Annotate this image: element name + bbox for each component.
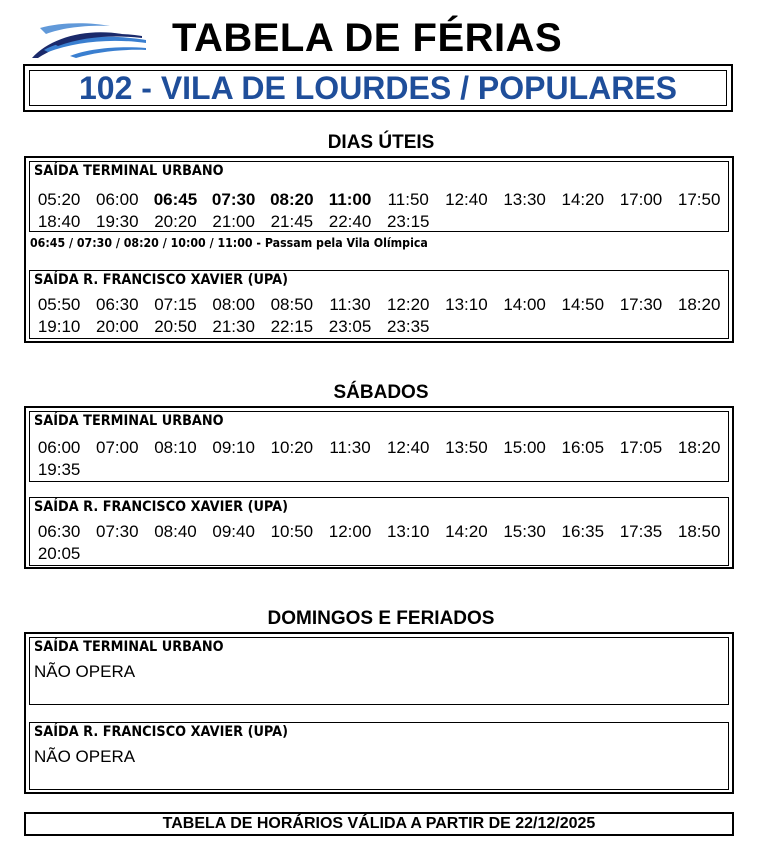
time-cell: 08:40 (154, 522, 197, 541)
validity-footer: TABELA DE HORÁRIOS VÁLIDA A PARTIR DE 22/12/2025 (24, 812, 734, 836)
weekdays-upa-label: SAÍDA R. FRANCISCO XAVIER (UPA) (34, 272, 289, 288)
saturdays-upa-row1 (30, 522, 728, 542)
time-cell: 08:10 (154, 438, 197, 457)
weekdays-upa-row2 (30, 317, 437, 337)
time-cell: 10:50 (270, 522, 314, 541)
sundays-section (24, 632, 734, 794)
time-cell: 05:20 (37, 190, 81, 209)
sundays-terminal-label: SAÍDA TERMINAL URBANO (34, 639, 224, 655)
time-cell: 18:20 (677, 295, 721, 314)
company-logo (30, 20, 148, 60)
time-cell: 07:15 (154, 295, 197, 314)
time-cell: 23:05 (328, 317, 372, 336)
saturdays-upa-row2 (30, 544, 88, 564)
time-cell: 20:00 (96, 317, 139, 336)
time-cell: 13:30 (503, 190, 546, 209)
sundays-terminal-box (29, 637, 729, 705)
time-cell-highlighted: 11:00 (328, 190, 372, 209)
weekdays-terminal-box (29, 161, 729, 232)
time-cell: 17:05 (619, 438, 663, 457)
sundays-terminal-status: NÃO OPERA (34, 662, 136, 681)
time-cell: 19:30 (96, 212, 139, 231)
time-cell: 09:40 (212, 522, 255, 541)
time-cell: 15:30 (503, 522, 546, 541)
time-cell: 22:40 (328, 212, 372, 231)
time-cell: 18:50 (677, 522, 721, 541)
route-name: 102 - VILA DE LOURDES / POPULARES (78, 69, 678, 106)
route-banner (23, 64, 733, 112)
saturdays-terminal-row2 (30, 460, 88, 480)
time-cell-highlighted: 06:45 (153, 190, 198, 209)
time-cell: 23:35 (386, 317, 430, 336)
time-cell: 21:00 (212, 212, 255, 231)
time-cell: 08:50 (270, 295, 314, 314)
time-cell: 10:20 (270, 438, 314, 457)
time-cell: 13:10 (386, 522, 430, 541)
weekdays-upa-box (29, 270, 729, 339)
time-cell: 14:20 (445, 522, 488, 541)
time-cell: 12:40 (445, 190, 488, 209)
time-cell-highlighted: 07:30 (211, 190, 256, 209)
time-cell: 08:00 (212, 295, 255, 314)
sundays-title: DOMINGOS E FERIADOS (267, 608, 495, 629)
time-cell: 17:00 (619, 190, 663, 209)
weekdays-terminal-row1 (30, 190, 728, 210)
weekdays-upa-row1 (30, 295, 728, 315)
time-cell: 18:20 (677, 438, 721, 457)
time-cell: 12:20 (386, 295, 430, 314)
time-cell: 14:00 (503, 295, 546, 314)
time-cell: 18:40 (37, 212, 81, 231)
time-cell: 14:20 (561, 190, 605, 209)
weekdays-terminal-row2 (30, 212, 437, 232)
time-cell: 06:30 (96, 295, 139, 314)
saturdays-terminal-row1 (30, 438, 728, 458)
page-title: TABELA DE FÉRIAS (172, 16, 563, 60)
time-cell: 12:40 (386, 438, 430, 457)
time-cell: 06:30 (37, 522, 81, 541)
time-cell: 17:50 (677, 190, 721, 209)
time-cell: 11:50 (387, 190, 429, 209)
time-cell: 17:30 (619, 295, 663, 314)
saturdays-upa-label: SAÍDA R. FRANCISCO XAVIER (UPA) (34, 499, 289, 515)
time-cell: 20:05 (37, 544, 81, 563)
vila-olimpica-note: 06:45 / 07:30 / 08:20 / 10:00 / 11:00 - Passam pela Vila Olímpica (30, 236, 428, 250)
time-cell: 15:00 (503, 438, 546, 457)
saturdays-title: SÁBADOS (333, 382, 429, 403)
time-cell: 21:45 (270, 212, 314, 231)
saturdays-terminal-label: SAÍDA TERMINAL URBANO (34, 413, 224, 429)
time-cell: 13:10 (445, 295, 488, 314)
sundays-upa-status: NÃO OPERA (34, 747, 136, 766)
time-cell: 05:50 (37, 295, 81, 314)
time-cell: 20:20 (154, 212, 197, 231)
time-cell: 06:00 (37, 438, 81, 457)
sundays-upa-box (29, 722, 729, 790)
saturdays-upa-box (29, 497, 729, 566)
time-cell: 17:35 (619, 522, 663, 541)
time-cell: 14:50 (561, 295, 605, 314)
weekdays-section (24, 156, 734, 343)
time-cell: 12:00 (328, 522, 372, 541)
time-cell-highlighted: 08:20 (270, 190, 314, 209)
route-banner-inner (29, 70, 727, 106)
time-cell: 21:30 (212, 317, 255, 336)
time-cell: 16:35 (561, 522, 605, 541)
time-cell: 13:50 (445, 438, 488, 457)
time-cell: 19:10 (37, 317, 81, 336)
weekdays-title: DIAS ÚTEIS (327, 132, 435, 153)
time-cell: 19:35 (37, 460, 81, 479)
time-cell: 06:00 (96, 190, 139, 209)
saturdays-terminal-box (29, 411, 729, 482)
time-cell: 11:30 (329, 438, 371, 457)
weekdays-terminal-label: SAÍDA TERMINAL URBANO (34, 163, 224, 179)
time-cell: 22:15 (270, 317, 314, 336)
time-cell: 09:10 (212, 438, 255, 457)
time-cell: 07:00 (96, 438, 139, 457)
time-cell: 16:05 (561, 438, 605, 457)
time-cell: 20:50 (154, 317, 197, 336)
time-cell: 23:15 (386, 212, 430, 231)
saturdays-section (24, 406, 734, 569)
time-cell: 11:30 (329, 295, 371, 314)
sundays-upa-label: SAÍDA R. FRANCISCO XAVIER (UPA) (34, 724, 289, 740)
time-cell: 07:30 (96, 522, 139, 541)
